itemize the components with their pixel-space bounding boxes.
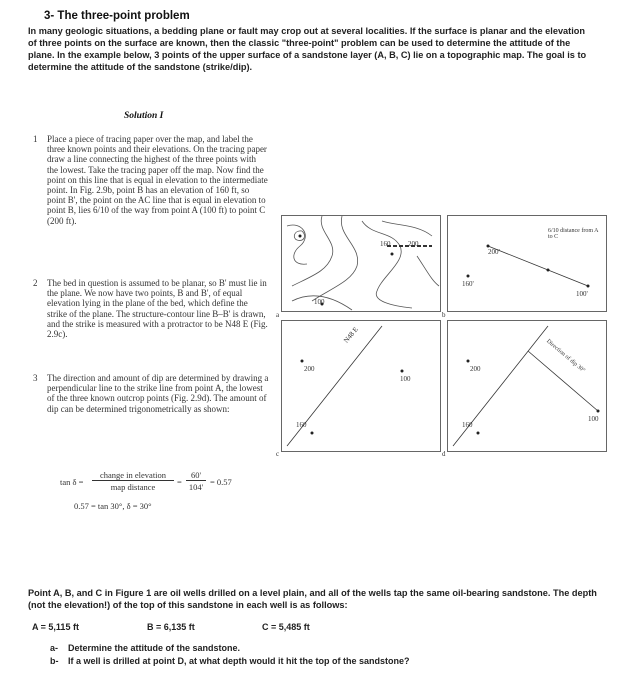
figure-b-label: b [442, 311, 446, 319]
figure-d-label: d [442, 450, 446, 458]
contour-line [312, 216, 358, 301]
label-c: 200 [304, 365, 315, 373]
point-marker [477, 432, 480, 435]
formula-numerator: change in elevation [92, 470, 174, 481]
dip-note: Direction of dip 30° [545, 338, 586, 375]
label-b: 160 [296, 421, 307, 429]
depth-c: C = 5,485 ft [262, 622, 310, 632]
depth-b: B = 6,135 ft [147, 622, 195, 632]
question-b: If a well is drilled at point D, at what depth would it hit the top of the sandstone? [68, 656, 410, 666]
dip-formula [60, 470, 280, 530]
step-number: 3 [33, 373, 38, 383]
formula-lhs: tan δ = [60, 477, 84, 487]
map-label-c: 200 [408, 240, 419, 248]
formula-eq: = [177, 477, 182, 487]
point-marker [299, 235, 302, 238]
contour-map-svg [282, 216, 440, 311]
point-marker [301, 360, 304, 363]
figure-a-label: a [276, 311, 280, 319]
formula-line2: 0.57 = tan 30°, δ = 30° [74, 501, 152, 511]
distance-note: 6/10 distance from A to C [548, 228, 599, 240]
label-b: 160 [462, 421, 473, 429]
map-label-b: 160 [380, 240, 391, 248]
label-b: 160' [462, 280, 474, 288]
formula-result: = 0.57 [210, 477, 232, 487]
point-marker [391, 253, 394, 256]
contour-line [287, 225, 307, 264]
figure-d [447, 320, 607, 452]
point-marker [401, 370, 404, 373]
point-marker [467, 360, 470, 363]
label-a: 100 [588, 415, 599, 423]
point-marker [311, 432, 314, 435]
dip-line [528, 351, 598, 411]
question-b-marker: b- [50, 656, 59, 666]
intro-paragraph: In many geologic situations, a bedding plane or fault may crop out at several localities. If the surface is planar and the elevation of three points on the surface are known, then the classic "three-point" problem can be used to determine the attitude of the plane. In the example below, 3 points of the upper surface of a sandstone layer (A, B, C) lie on a topographic map. The goal is to determine the attitude of the sandstone (strike/dip). [28, 26, 587, 72]
point-marker [587, 285, 590, 288]
step-2 [33, 278, 273, 368]
step-text: The direction and amount of dip are determined by drawing a perpendicular line to the strike line from point A, the lowest of the three known outcrop points (Fig. 2.9d). The amount of dip can be determined trigonometrically as shown: [47, 373, 269, 414]
depth-a: A = 5,115 ft [32, 622, 79, 632]
step-number: 1 [33, 134, 38, 144]
contour-line [292, 216, 333, 286]
contour-line [362, 221, 412, 308]
point-marker [597, 410, 600, 413]
step-text: The bed in question is assumed to be planar, so B' must lie in the plane. We now have two points, B and B', of equal elevation lying in the plane of the bed, which define the strike of the plane. The structure-contour line B–B' is drawn, and the strike is measured with a protractor to be N48 E (Fig. 2.9c). [47, 278, 268, 340]
contour-line [417, 256, 439, 286]
figure-a-map [281, 215, 441, 312]
step-number: 2 [33, 278, 38, 288]
map-label-a: 100 [314, 298, 325, 306]
step-1 [33, 134, 273, 254]
line-a-c [488, 246, 588, 286]
point-marker [467, 275, 470, 278]
point-marker [547, 269, 550, 272]
step-text: Place a piece of tracing paper over the map, and label the three known points and their elevations. On the tracing paper draw a line connecting the highest of the three points with the lowest. Take the tracing paper off the map. Now find the point on this line that is equal in elevation to the intermediate point. In Fig. 2.9b, point B has an elevation of 160 ft, so point B', the point on the AC line that is equal in elevation to point B, lies 6/10 of the way from point A (100 ft) to point C (200 ft). [47, 134, 268, 226]
formula-den2: 104' [188, 482, 204, 492]
figure-c-label: c [276, 450, 280, 458]
figure-b [447, 215, 607, 312]
label-a: 100' [576, 290, 588, 298]
label-c: 200' [488, 248, 500, 256]
formula-num2: 60' [186, 470, 206, 481]
question-a: Determine the attitude of the sandstone. [68, 643, 241, 653]
figure-c [281, 320, 441, 452]
section-title: 3- The three-point problem [44, 10, 190, 22]
question-a-marker: a- [50, 643, 59, 653]
solution-heading: Solution I [124, 111, 164, 121]
formula-denominator: map distance [110, 482, 156, 492]
contour-line [382, 221, 432, 236]
label-c: 200 [470, 365, 481, 373]
step-3 [33, 373, 273, 453]
strike-note: N48 E [342, 325, 360, 345]
problem-statement: Point A, B, and C in Figure 1 are oil wells drilled on a level plain, and all of the wells tap the same oil-bearing sandstone. The depth (not the elevation!) of the top of this sandstone in each well is as follows: [28, 588, 597, 610]
label-a: 100 [400, 375, 411, 383]
